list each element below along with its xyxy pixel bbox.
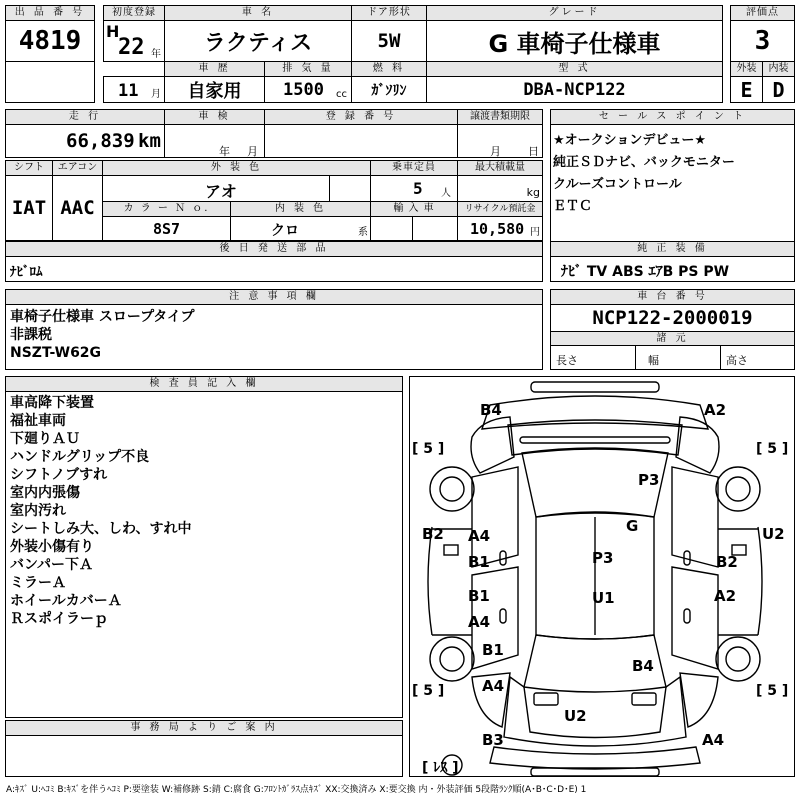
- damage-mark: A4: [468, 613, 491, 631]
- reg-no-value: [264, 124, 458, 158]
- transfer-label: 譲渡書類期限: [457, 109, 543, 125]
- import-label: 輸 入 車: [370, 201, 458, 217]
- color-no-value: 8S7: [102, 216, 231, 241]
- transfer-day: 日: [528, 145, 539, 158]
- model-value: DBA-NCP122: [426, 76, 723, 103]
- inspector-line: シートしみ大、しわ、すれ中: [10, 521, 192, 537]
- ext-color-divider: [329, 175, 330, 202]
- capacity-label: 乗車定員: [370, 160, 458, 176]
- recycle-cell: [457, 216, 543, 241]
- inspector-line: 車高降下装置: [10, 395, 94, 411]
- exterior-value: E: [730, 76, 763, 103]
- month-unit: 月: [151, 89, 161, 100]
- damage-mark: B1: [482, 641, 504, 659]
- damage-mark: B2: [422, 525, 444, 543]
- damage-diagram: [409, 376, 795, 777]
- damage-mark: B4: [632, 657, 654, 675]
- inspector-line: ハンドルグリップ不良: [10, 449, 150, 465]
- parts-label: 後 日 発 送 部 品: [5, 241, 543, 257]
- ext-color-cell: [102, 175, 371, 202]
- grade-label: グレード: [426, 5, 723, 21]
- damage-mark: B1: [468, 587, 490, 605]
- equip-value: ﾅﾋﾞ TV ABS ｴｱB PS PW: [561, 264, 730, 280]
- office-label: 事 務 局 よ り ご 案 内: [5, 720, 403, 736]
- tire-rear-left: [ 5 ]: [412, 683, 445, 699]
- chassis-label: 車 台 番 号: [550, 289, 795, 305]
- lot-no-blank: [5, 61, 95, 103]
- history-label: 車 歴: [164, 61, 265, 77]
- inspection-year-unit: 年: [219, 145, 230, 158]
- damage-mark: P3: [592, 549, 614, 567]
- equip-label: 純 正 装 備: [550, 241, 795, 257]
- transfer-month: 月: [490, 145, 501, 158]
- mileage-value: 66,839: [66, 130, 135, 152]
- inspector-label: 検 査 員 記 入 欄: [5, 376, 403, 392]
- sales-line: クルーズコントロール: [553, 177, 682, 192]
- reg-month: 11: [118, 81, 139, 101]
- inspector-body: [5, 391, 403, 718]
- inspector-line: 福祉車両: [10, 413, 66, 429]
- inspector-line: バンパー下Ａ: [10, 557, 94, 573]
- model-label: 型 式: [426, 61, 723, 77]
- ac-value: AAC: [52, 175, 103, 241]
- mileage-label: 走 行: [5, 109, 165, 125]
- damage-mark: A2: [714, 587, 737, 605]
- legend: A:ｷｽﾞ U:ﾍｺﾐ B:ｷｽﾞを伴うﾍｺﾐ P:要塗装 W:補修跡 S:錆 C:腐食 G:ﾌﾛﾝﾄｶﾞﾗｽ点ｷｽﾞ XX:交換済み X:要交換 内・外装評価 5段階ﾗﾝｸ順(A･B･C･D･E) 1: [6, 785, 587, 795]
- caution-line: NSZT-W62G: [10, 345, 102, 361]
- damage-mark: B2: [716, 553, 738, 571]
- equip-cell: [550, 256, 795, 282]
- score-label: 評価点: [730, 5, 795, 21]
- ext-color-value: アオ: [205, 182, 237, 201]
- parts-value: ﾅﾋﾞﾛﾑ: [10, 265, 43, 280]
- reg-year: 22: [118, 35, 145, 60]
- first-reg-cell: [103, 20, 165, 62]
- inspection-cell: [164, 124, 265, 158]
- interior-value: D: [762, 76, 795, 103]
- color-no-label: カ ラ ー Ｎ ｏ.: [102, 201, 231, 217]
- door-value: 5W: [351, 20, 427, 62]
- displacement-cell: [264, 76, 352, 103]
- mileage-cell: [5, 124, 165, 158]
- exterior-label: 外装: [730, 61, 763, 77]
- inspector-line: ミラーＡ: [10, 575, 66, 591]
- history-value: 自家用: [164, 76, 265, 103]
- inspector-line: Ｒスポイラーｐ: [10, 611, 108, 627]
- ext-color-label: 外 装 色: [102, 160, 371, 176]
- length-cell: [550, 345, 636, 370]
- tire-front-left: [ 5 ]: [412, 441, 445, 457]
- capacity-cell: [370, 175, 458, 202]
- caution-body: [5, 304, 543, 370]
- spare-tire: [ ﾚｽ ]: [422, 760, 459, 776]
- inspection-month-unit: 月: [247, 145, 258, 158]
- import-cell: [370, 216, 458, 241]
- max-load-unit: kg: [526, 186, 540, 199]
- office-body: [5, 735, 403, 777]
- first-reg-label: 初度登録: [103, 5, 165, 21]
- damage-mark: P3: [638, 471, 660, 489]
- height-cell: [720, 345, 795, 370]
- sales-body: [550, 124, 795, 242]
- lot-no: 4819: [5, 20, 95, 62]
- door-label: ドア形状: [351, 5, 427, 21]
- damage-mark: B4: [480, 401, 502, 419]
- dims-label: 諸 元: [550, 331, 795, 346]
- tire-rear-right: [ 5 ]: [756, 683, 789, 699]
- inspection-label: 車 検: [164, 109, 265, 125]
- sales-line: ＥＴＣ: [553, 199, 593, 214]
- length-label: 長さ: [556, 354, 578, 367]
- era: H: [106, 22, 120, 41]
- tire-front-right: [ 5 ]: [756, 441, 789, 457]
- reg-no-label: 登 録 番 号: [264, 109, 458, 125]
- fuel-value: ｶﾞｿﾘﾝ: [351, 76, 427, 103]
- int-color-unit: 系: [358, 227, 368, 238]
- parts-cell: [5, 256, 543, 282]
- damage-mark: G: [626, 517, 639, 535]
- sales-line: ★オークションデビュー★: [553, 133, 707, 148]
- int-color-value: クロ: [271, 223, 299, 239]
- car-name-label: 車 名: [164, 5, 352, 21]
- lot-no-label: 出 品 番 号: [5, 5, 95, 21]
- recycle-unit: 円: [530, 227, 540, 238]
- reg-month-cell: [103, 76, 165, 103]
- capacity-value: 5: [413, 179, 423, 198]
- int-color-cell: [230, 216, 371, 241]
- cc-unit: cc: [336, 89, 347, 100]
- chassis-number: NCP122-2000019: [550, 304, 795, 332]
- width-cell: [635, 345, 721, 370]
- shift-label: シフト: [5, 160, 53, 176]
- interior-label: 内装: [762, 61, 795, 77]
- inspector-line: シフトノブすれ: [10, 467, 108, 483]
- caution-line: 車椅子仕様車 スロープタイプ: [10, 309, 195, 325]
- height-label: 高さ: [726, 354, 748, 367]
- damage-mark: B1: [468, 553, 490, 571]
- displacement-value: 1500: [283, 80, 324, 100]
- grade-value: G 車椅子仕様車: [426, 20, 723, 62]
- sales-label: セ ー ル ス ポ イ ン ト: [550, 109, 795, 125]
- damage-mark: U2: [762, 525, 785, 543]
- width-label: 幅: [648, 354, 659, 367]
- damage-mark: U1: [592, 589, 615, 607]
- transfer-cell: [457, 124, 543, 158]
- inspector-line: 室内内張傷: [10, 485, 80, 501]
- damage-mark: A4: [468, 527, 491, 545]
- sales-line: 純正ＳＤナビ、バックモニター: [553, 155, 735, 170]
- inspector-line: 下廻りＡＵ: [10, 431, 80, 447]
- damage-mark: A2: [704, 401, 727, 419]
- import-divider: [412, 216, 413, 241]
- car-name: ラクティス: [164, 20, 352, 62]
- year-unit: 年: [151, 49, 161, 60]
- damage-mark: A4: [482, 677, 505, 695]
- fuel-label: 燃 料: [351, 61, 427, 77]
- ac-label: エアコン: [52, 160, 103, 176]
- displacement-label: 排 気 量: [264, 61, 352, 77]
- inspector-line: 室内汚れ: [10, 503, 66, 519]
- inspector-line: 外装小傷有り: [10, 539, 94, 555]
- recycle-value: 10,580: [470, 220, 525, 238]
- score-value: 3: [730, 20, 795, 62]
- shift-value: IAT: [5, 175, 53, 241]
- car-outline: [410, 377, 796, 778]
- damage-mark: B3: [482, 731, 504, 749]
- capacity-unit: 人: [441, 188, 451, 199]
- max-load-label: 最大積載量: [457, 160, 543, 176]
- caution-label: 注 意 事 項 欄: [5, 289, 543, 305]
- inspector-line: ホイールカバーＡ: [10, 593, 122, 609]
- recycle-label: リサイクル預託金: [457, 201, 543, 217]
- caution-line: 非課税: [10, 327, 52, 343]
- mileage-unit: km: [138, 130, 161, 152]
- damage-mark: U2: [564, 707, 587, 725]
- int-color-label: 内 装 色: [230, 201, 371, 217]
- max-load-cell: [457, 175, 543, 202]
- damage-mark: A4: [702, 731, 725, 749]
